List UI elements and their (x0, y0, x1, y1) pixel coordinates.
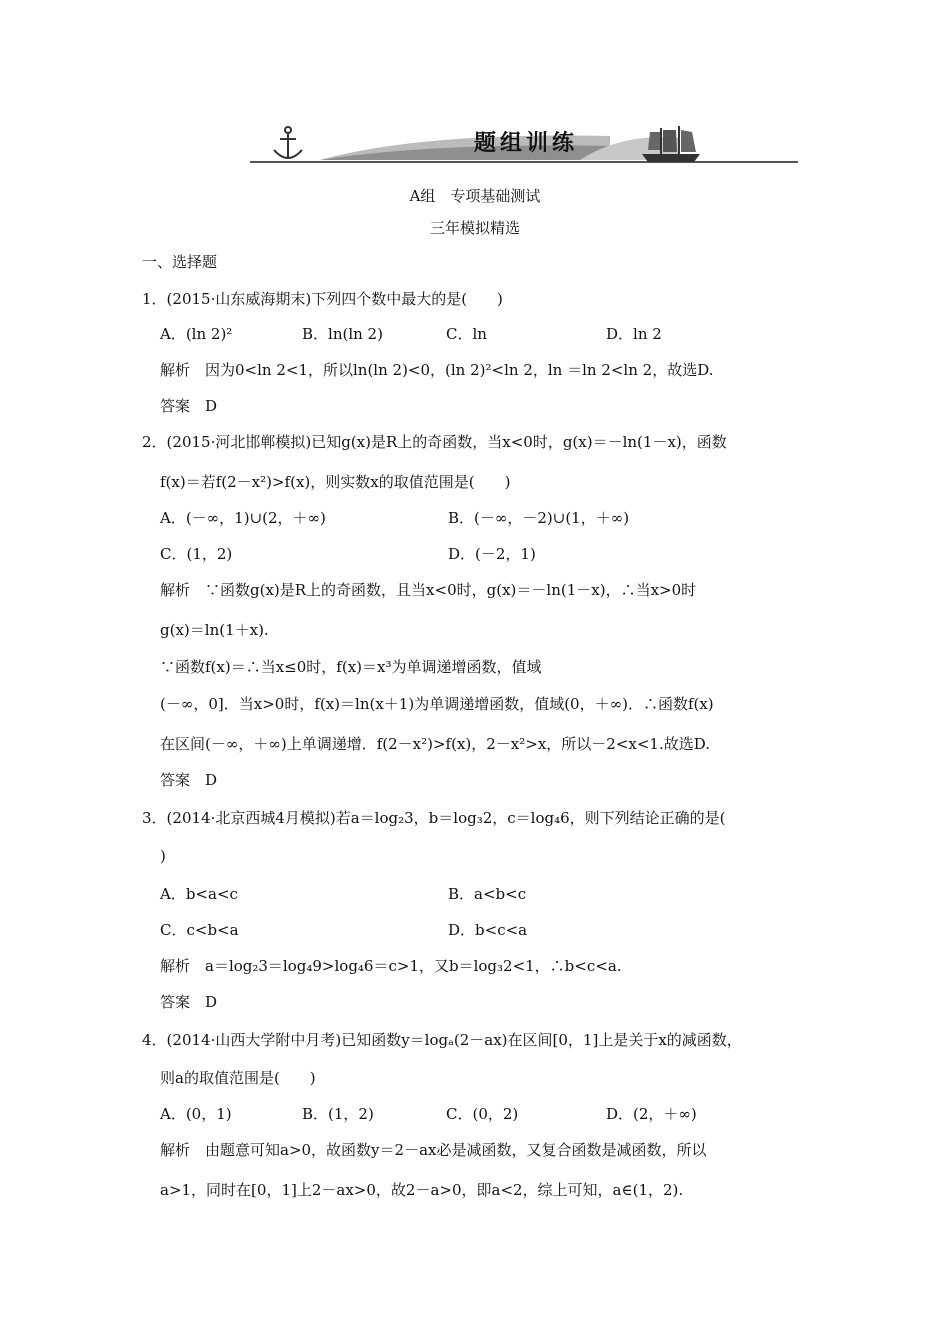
question-2-analysis-line2: g(x)＝ln(1＋x). (160, 621, 269, 639)
question-2-option-b: B．(－∞，－2)∪(1，＋∞) (448, 509, 630, 527)
question-4-option-c: C．(0，2) (446, 1105, 519, 1123)
question-2-answer: 答案 D (160, 771, 218, 789)
question-1-option-a: A．(ln 2)² (160, 325, 233, 343)
sub-heading: 三年模拟精选 (429, 219, 520, 237)
question-2-option-a: A．(－∞，1)∪(2，＋∞) (160, 509, 326, 527)
question-3-stem-line1: 3．(2014·北京西城4月模拟)若a＝log₂3，b＝log₃2，c＝log₄6，则下列结论正确的是( (142, 809, 726, 827)
section-banner (250, 120, 800, 170)
banner-title: 题组训练 (473, 131, 578, 156)
group-heading: A组 专项基础测试 (409, 187, 541, 205)
question-2-stem-line1: 2．(2015·河北邯郸模拟)已知g(x)是R上的奇函数，当x<0时，g(x)＝－ln(1－x)，函数 (142, 433, 727, 451)
question-1-stem: 1．(2015·山东威海期末)下列四个数中最大的是( ) (142, 290, 503, 308)
question-1-answer: 答案 D (160, 397, 218, 415)
question-4-stem-line1: 4．(2014·山西大学附中月考)已知函数y＝logₐ(2－ax)在区间[0，1]上是关于x的减函数， (142, 1031, 742, 1049)
question-3-analysis: 解析 a＝log₂3＝log₄9>log₄6＝c>1，又b＝log₃2<1，∴b<c<a. (160, 957, 622, 975)
question-3-option-d: D．b<c<a (448, 921, 528, 939)
question-3-option-c: C．c<b<a (160, 921, 239, 939)
question-1-analysis: 解析 因为0<ln 2<1，所以ln(ln 2)<0，(ln 2)²<ln 2，ln ＝ln 2<ln 2，故选D. (160, 361, 714, 379)
question-2-option-c: C．(1，2) (160, 545, 233, 563)
question-2-analysis-line4: (－∞，0]．当x>0时，f(x)＝ln(x＋1)为单调递增函数，值域(0，＋∞)．∴函数f(x) (160, 695, 714, 713)
question-1-option-c: C．ln (446, 325, 487, 343)
question-4-option-d: D．(2，＋∞) (606, 1105, 697, 1123)
ship-icon (642, 126, 700, 162)
question-1-option-b: B．ln(ln 2) (302, 325, 383, 343)
question-1-option-d: D．ln 2 (606, 325, 662, 343)
question-4-analysis-line2: a>1，同时在[0，1]上2－ax>0，故2－a>0，即a<2，综上可知，a∈(1，2). (160, 1181, 684, 1199)
question-2-option-d: D．(－2，1) (448, 545, 536, 563)
question-2-stem-line2: f(x)＝若f(2－x²)>f(x)，则实数x的取值范围是( ) (160, 473, 511, 491)
question-2-analysis-line3: ∵函数f(x)＝∴当x≤0时，f(x)＝x³为单调递增函数，值域 (160, 658, 542, 676)
question-4-analysis-line1: 解析 由题意可知a>0，故函数y＝2－ax必是减函数，又复合函数是减函数，所以 (160, 1141, 707, 1159)
question-3-stem-line2: ) (160, 847, 166, 865)
question-3-option-a: A．b<a<c (160, 885, 238, 903)
anchor-icon (274, 127, 302, 158)
question-3-option-b: B．a<b<c (448, 885, 527, 903)
question-4-option-a: A．(0，1) (160, 1105, 232, 1123)
question-4-stem-line2: 则a的取值范围是( ) (160, 1069, 316, 1087)
section-title: 一、选择题 (142, 253, 218, 271)
question-4-option-b: B．(1，2) (302, 1105, 374, 1123)
question-3-answer: 答案 D (160, 993, 218, 1011)
question-2-analysis-line1: 解析 ∵函数g(x)是R上的奇函数，且当x<0时，g(x)＝－ln(1－x)，∴当x>0时 (160, 581, 697, 599)
question-2-analysis-line5: 在区间(－∞，＋∞)上单调递增．f(2－x²)>f(x)，2－x²>x，所以－2<x<1.故选D. (160, 735, 711, 753)
